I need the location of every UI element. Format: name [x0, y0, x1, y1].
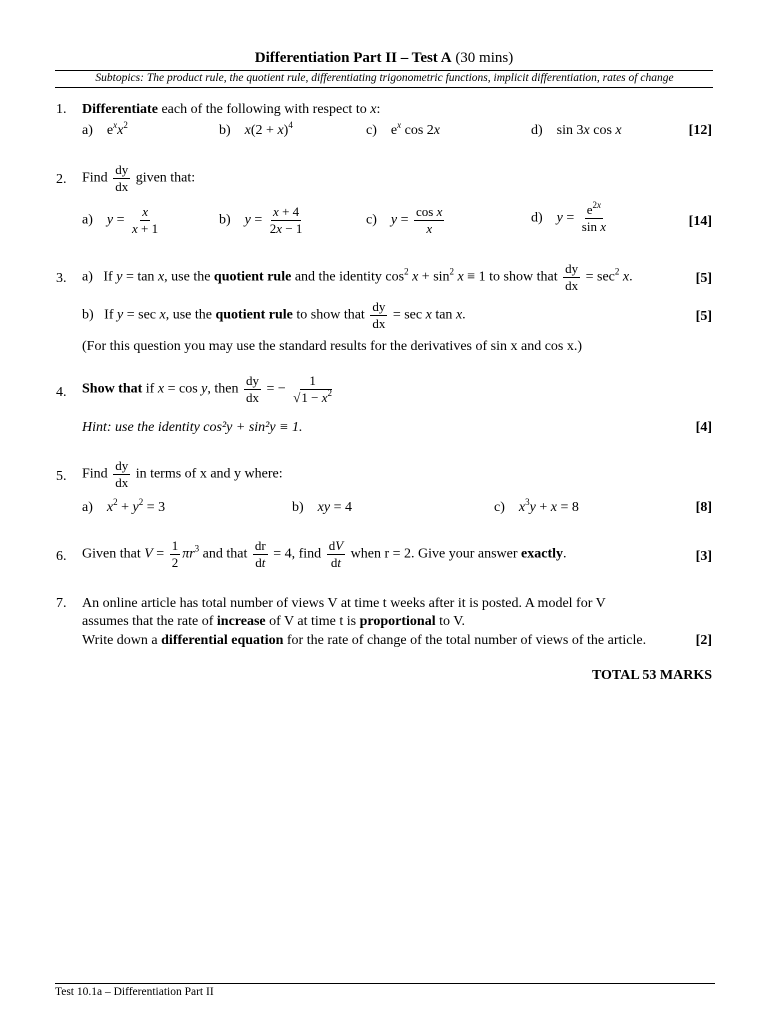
q6-number: 6.: [56, 549, 67, 564]
subtopics-rule: [55, 87, 713, 88]
q6-marks: [3]: [695, 549, 712, 564]
q7-line1: An online article has total number of views V at time t weeks after it is posted. A model for V: [82, 596, 606, 611]
page-title: Differentiation Part II – Test A (30 mins): [254, 50, 514, 66]
q4-statement: Show that if x = cos y, then $\frac{dy}{dx}$ = − $\frac{1}{√1 - x^2}$: [82, 373, 333, 405]
q2-part-a: a) y = $\frac{x}{x + 1}$: [82, 204, 159, 236]
q5-part-b: b) xy = 4: [292, 500, 353, 515]
q7-marks: [2]: [695, 633, 712, 648]
q7-line3: Write down a differential equation for the rate of change of the total number of views of the article.: [82, 633, 647, 648]
total-marks: TOTAL 53 MARKS: [591, 668, 712, 683]
q1-part-a: a) $e^xx^2$: [82, 120, 128, 138]
q1-part-b: b) $x(2 + x)^4$: [219, 120, 293, 138]
q2-part-d: d) y = $\frac{e^{2x}}{\text{sin x}}$: [531, 200, 606, 234]
q2-part-b: b) y = $\frac{x + 4}{2x - 1}$: [219, 204, 303, 236]
q1-part-c: c) $e^x$ cos 2x: [366, 120, 440, 138]
q3-note: (For this question you may use the standard results for the derivatives of sin x and cos x.): [82, 339, 583, 354]
q2-part-c: c) y = $\frac{\text{cos x}}{x}$: [366, 204, 443, 236]
q4-hint: Hint: use the identity cos²y + sin²y ≡ 1.: [82, 420, 303, 435]
q1-part-d: d) sin 3x cos x: [531, 123, 622, 138]
q1-lead: Differentiate each of the following with respect to x:: [82, 102, 381, 117]
q7-line2: assumes that the rate of increase of V at time t is proportional to V.: [82, 614, 466, 629]
q7-number: 7.: [56, 596, 67, 611]
q5-part-a: a) $x^2 + y^2 = 3$: [82, 497, 166, 515]
q5-number: 5.: [56, 469, 67, 484]
q3a-marks: [5]: [695, 271, 712, 286]
header-rule: [55, 70, 713, 71]
q4-number: 4.: [56, 385, 67, 400]
q3b-marks: [5]: [695, 309, 712, 324]
q2-lead: Find $\frac{dy}{dx}$ given that:: [82, 162, 196, 194]
q5-lead: Find $\frac{dy}{dx}$ in terms of x and y where:: [82, 458, 283, 490]
q2-marks: [14]: [688, 214, 712, 229]
footer-rule: [55, 983, 715, 984]
q1-marks: [12]: [688, 123, 712, 138]
q6-statement: Given that V = $\frac{1}{2}$ $\pi r^3$ and that $\frac{dr}{dt}$ = 4, find $\frac{dV}{dt}$ when r = 2. Give your answer exactly.: [82, 538, 567, 570]
q5-part-c: c) $x^3y + x = 8$: [494, 497, 579, 515]
q3-number: 3.: [56, 271, 67, 286]
q3-part-b: b) If y = sec x, use the quotient rule to show that $\frac{dy}{dx}$ = sec x tan x.: [82, 299, 466, 331]
subtopics: Subtopics: The product rule, the quotient rule, differentiating trigonometric functions, implicit differentiation, rates of change: [95, 72, 674, 84]
footer-text: Test 10.1a – Differentiation Part II: [55, 986, 214, 998]
q4-marks: [4]: [695, 420, 712, 435]
q2-number: 2.: [56, 172, 67, 187]
q5-marks: [8]: [695, 500, 712, 515]
q3-part-a: a) If y = tan x, use the quotient rule and the identity $\cos^2 x + \sin^2 x \equiv 1$ to show that $\frac{dy}{dx}$ = $\sec^2 x$.: [82, 261, 633, 293]
q1-number: 1.: [56, 102, 67, 117]
